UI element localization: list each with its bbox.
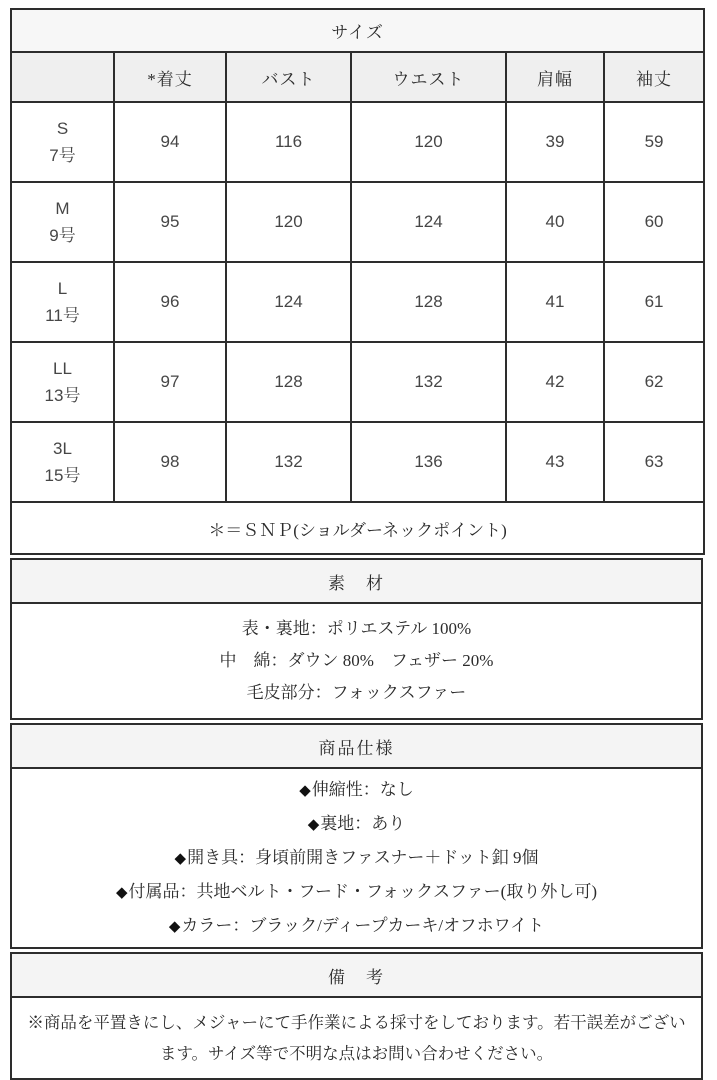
length-value: 95 bbox=[114, 182, 226, 262]
size-table-title-row bbox=[11, 9, 704, 52]
column-header-shoulder-width: 肩幅 bbox=[506, 52, 604, 102]
size-row-s bbox=[11, 102, 704, 182]
size-label-cell bbox=[11, 422, 114, 502]
column-header-size bbox=[11, 52, 114, 102]
sleeve-value: 62 bbox=[604, 342, 704, 422]
spec-line bbox=[12, 807, 701, 841]
spec-line-text: 付属品：共地ベルト・フード・フォックスファー(取り外し可) bbox=[128, 882, 597, 901]
length-value: 96 bbox=[114, 262, 226, 342]
length-value: 94 bbox=[114, 102, 226, 182]
diamond-bullet-icon: ◆ bbox=[168, 917, 181, 935]
material-body-row bbox=[11, 603, 702, 719]
jp-size-label: 9号 bbox=[49, 226, 76, 245]
size-row-l bbox=[11, 262, 704, 342]
spec-line-text: 伸縮性：なし bbox=[311, 780, 414, 799]
size-row-m bbox=[11, 182, 704, 262]
material-body bbox=[11, 603, 702, 719]
jp-size-label: 15号 bbox=[44, 466, 81, 485]
sleeve-value: 61 bbox=[604, 262, 704, 342]
shoulder-value: 39 bbox=[506, 102, 604, 182]
spec-header-row bbox=[11, 724, 702, 768]
size-label: LL bbox=[53, 359, 72, 378]
size-table bbox=[10, 8, 705, 555]
column-header-bust: バスト bbox=[226, 52, 351, 102]
spec-line bbox=[12, 909, 701, 943]
material-line: 表・裏地：ポリエステル 100% bbox=[241, 619, 472, 638]
size-label-cell bbox=[11, 182, 114, 262]
diamond-bullet-icon: ◆ bbox=[307, 815, 320, 833]
column-header-waist: ウエスト bbox=[351, 52, 506, 102]
size-label: 3L bbox=[53, 439, 72, 458]
snp-footnote-row bbox=[11, 502, 704, 554]
size-label: M bbox=[55, 199, 70, 218]
waist-value: 128 bbox=[351, 262, 506, 342]
waist-value: 124 bbox=[351, 182, 506, 262]
material-line: 毛皮部分：フォックスファー bbox=[246, 683, 467, 702]
diamond-bullet-icon: ◆ bbox=[174, 849, 187, 867]
jp-size-label: 7号 bbox=[49, 146, 76, 165]
sleeve-value: 59 bbox=[604, 102, 704, 182]
size-label-cell bbox=[11, 262, 114, 342]
material-header-row bbox=[11, 559, 702, 603]
waist-value: 132 bbox=[351, 342, 506, 422]
notes-section bbox=[10, 952, 703, 1080]
bust-value: 128 bbox=[226, 342, 351, 422]
spec-line bbox=[12, 841, 701, 875]
sleeve-value: 60 bbox=[604, 182, 704, 262]
shoulder-value: 40 bbox=[506, 182, 604, 262]
jp-size-label: 11号 bbox=[45, 306, 80, 325]
spec-section-title: 商品仕様 bbox=[11, 724, 702, 768]
sleeve-value: 63 bbox=[604, 422, 704, 502]
size-row-3l bbox=[11, 422, 704, 502]
size-table-title: サイズ bbox=[11, 9, 704, 52]
length-value: 97 bbox=[114, 342, 226, 422]
bust-value: 124 bbox=[226, 262, 351, 342]
bust-value: 120 bbox=[226, 182, 351, 262]
size-row-ll bbox=[11, 342, 704, 422]
size-table-header-row bbox=[11, 52, 704, 102]
waist-value: 120 bbox=[351, 102, 506, 182]
spec-line bbox=[12, 875, 701, 909]
diamond-bullet-icon: ◆ bbox=[299, 781, 311, 799]
material-section-title: 素 材 bbox=[11, 559, 702, 603]
length-value: 98 bbox=[114, 422, 226, 502]
spec-body bbox=[11, 768, 702, 948]
snp-footnote: ＊＝ＳＮＰ(ショルダーネックポイント) bbox=[11, 502, 704, 554]
diamond-bullet-icon: ◆ bbox=[116, 883, 128, 901]
size-label-cell bbox=[11, 102, 114, 182]
notes-header-row bbox=[11, 953, 702, 997]
notes-text: ※商品を平置きにし、メジャーにて手作業による採寸をしております。若干誤差がございます。サイズ等で不明な点はお問い合わせください。 bbox=[11, 997, 702, 1079]
jp-size-label: 13号 bbox=[44, 386, 81, 405]
notes-body-row bbox=[11, 997, 702, 1079]
spec-section bbox=[10, 723, 703, 949]
spec-line-text: 開き具：身頃前開きファスナー＋ドット釦 9個 bbox=[187, 848, 539, 867]
material-section bbox=[10, 558, 703, 720]
waist-value: 136 bbox=[351, 422, 506, 502]
spec-line bbox=[12, 773, 701, 807]
spec-line-text: 裏地：あり bbox=[320, 814, 406, 833]
shoulder-value: 43 bbox=[506, 422, 604, 502]
column-header-sleeve-length: 袖丈 bbox=[604, 52, 704, 102]
size-label-cell bbox=[11, 342, 114, 422]
bust-value: 116 bbox=[226, 102, 351, 182]
size-label: L bbox=[57, 279, 68, 298]
material-line: 中 綿：ダウン 80% フェザー 20% bbox=[219, 651, 494, 670]
spec-body-row bbox=[11, 768, 702, 948]
bust-value: 132 bbox=[226, 422, 351, 502]
column-header-length: *着丈 bbox=[114, 52, 226, 102]
spec-line-text: カラー：ブラック/ディープカーキ/オフホワイト bbox=[181, 916, 545, 935]
shoulder-value: 41 bbox=[506, 262, 604, 342]
shoulder-value: 42 bbox=[506, 342, 604, 422]
size-label: S bbox=[56, 119, 69, 138]
notes-section-title: 備 考 bbox=[11, 953, 702, 997]
